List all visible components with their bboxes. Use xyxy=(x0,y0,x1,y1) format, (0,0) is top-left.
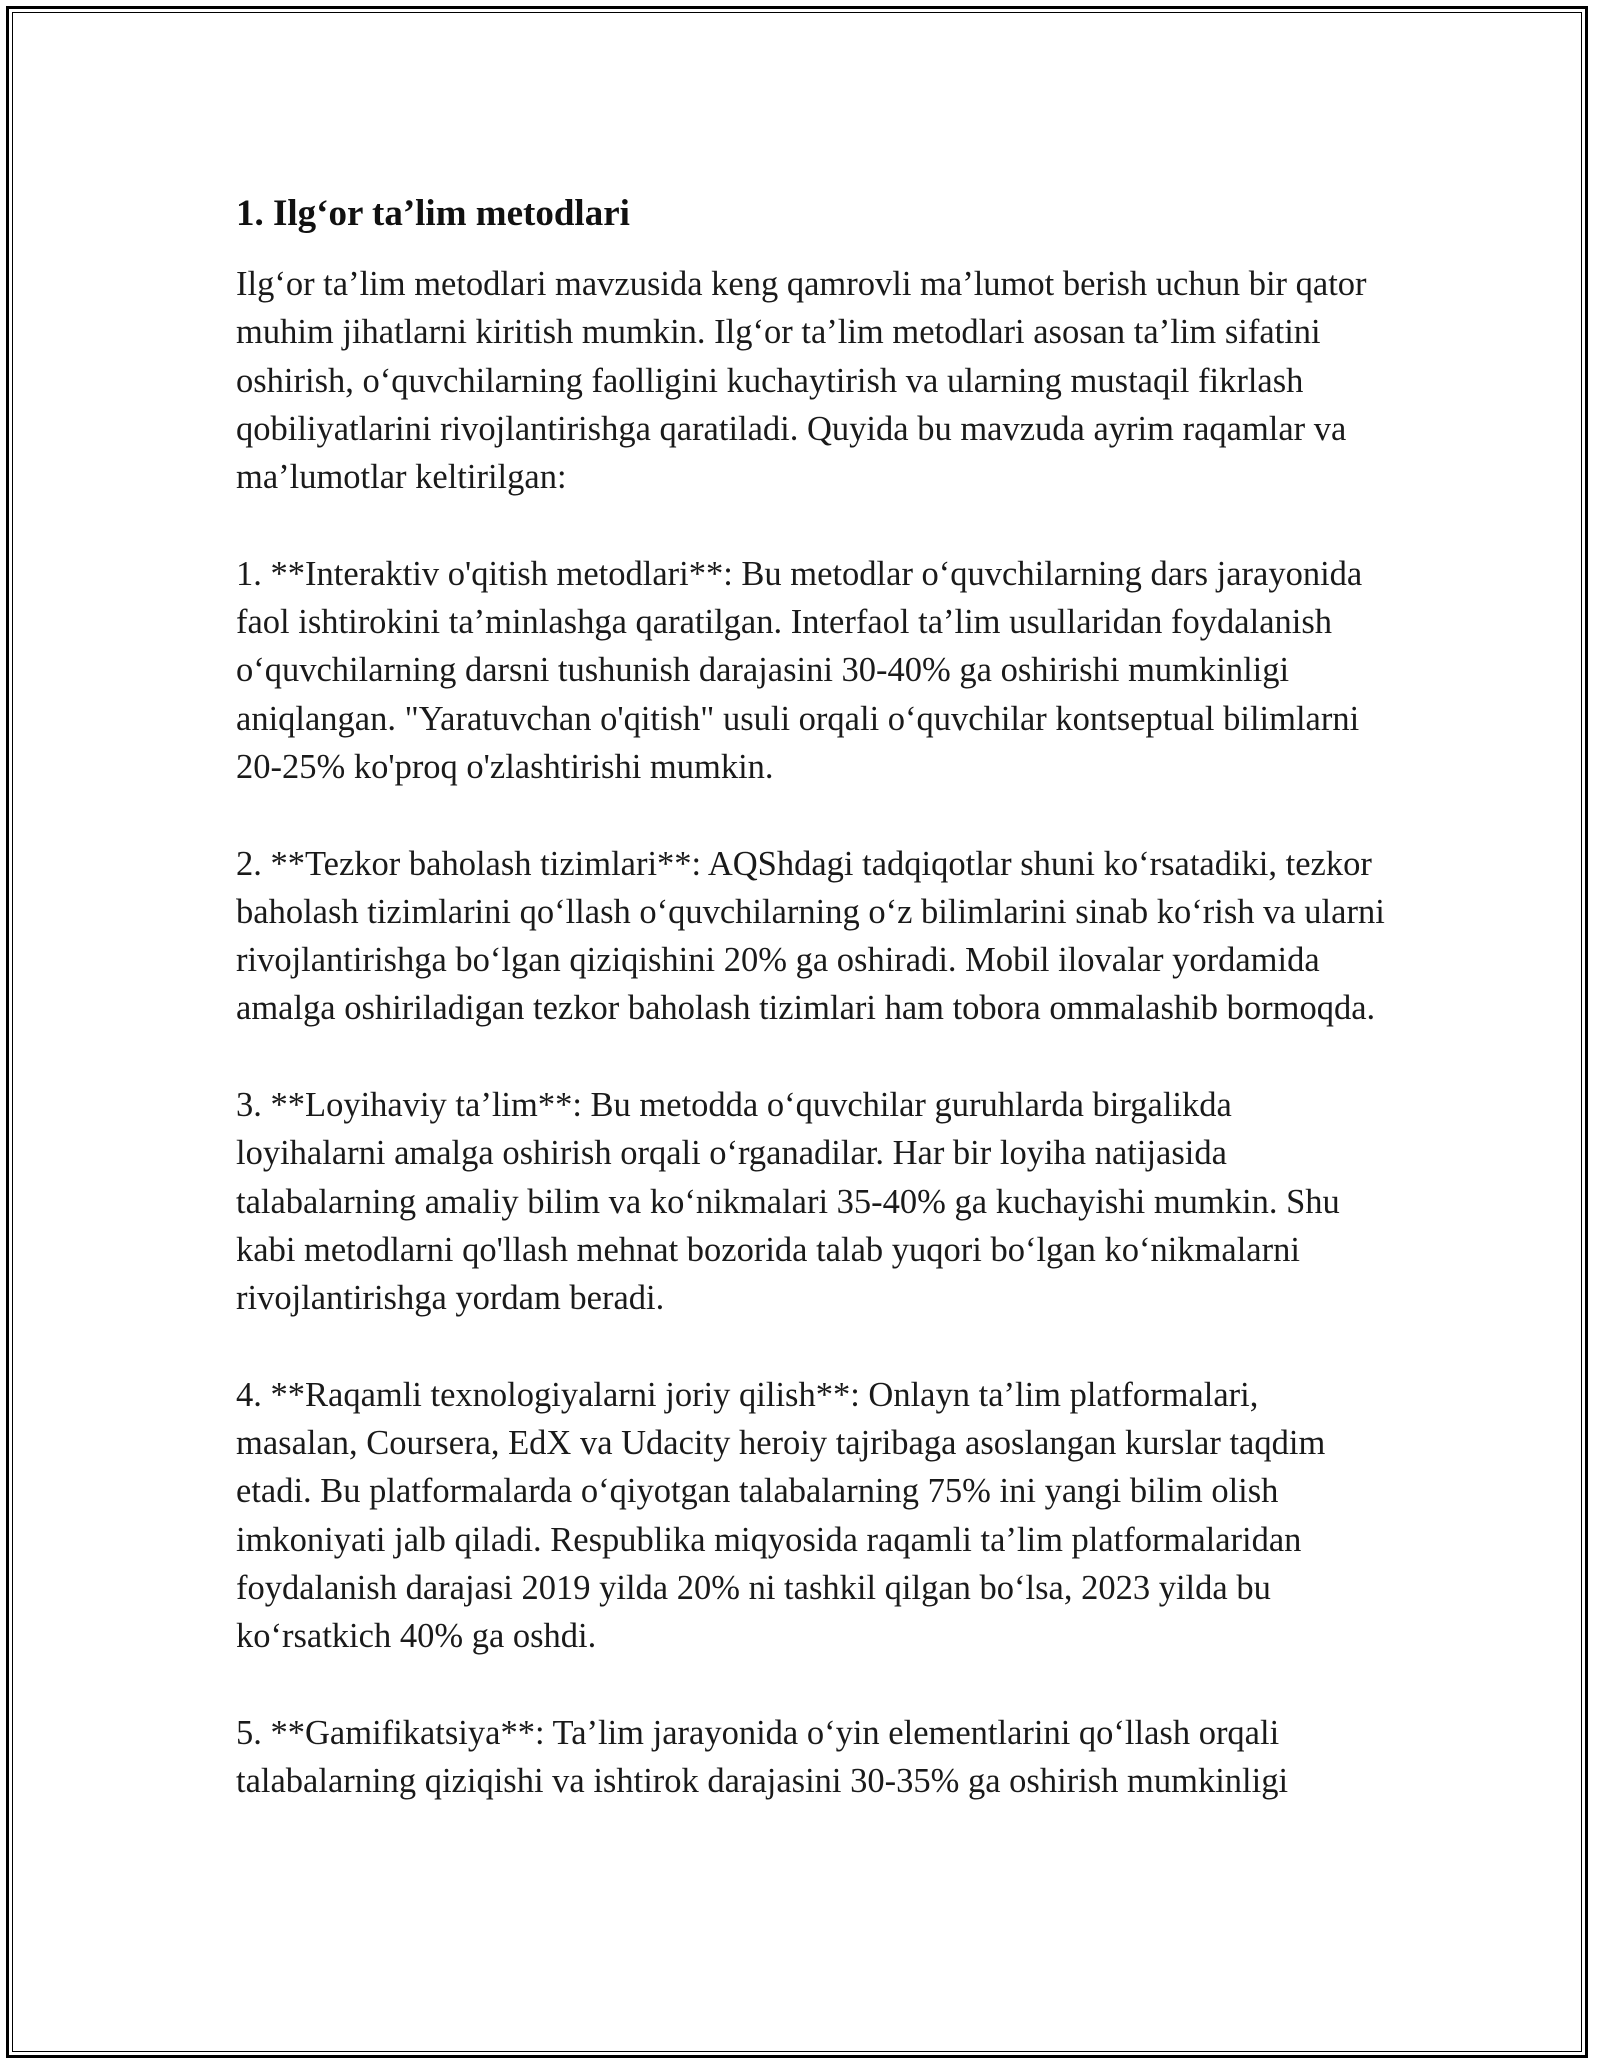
section-heading: 1. Ilg‘or ta’lim metodlari xyxy=(236,193,630,234)
paragraph-project-learning: 3. **Loyihaviy ta’lim**: Bu metodda o‘quvchilar guruhlarda birgalikda loyihalarni amalga oshirish orqali o‘rganadilar. Har bir loyiha natijasida talabalarning amaliy bilim va ko‘nikmalari 35-40% ga kuchayishi mumkin. Shu kabi metodlarni qo'llash mehnat bozorida talab yuqori bo‘lgan ko‘nikmalarni rivojlantirishga yordam beradi. xyxy=(236,1086,1340,1318)
document-body xyxy=(236,188,1386,1854)
paragraph-digital-technologies: 4. **Raqamli texnologiyalarni joriy qilish**: Onlayn ta’lim platformalari, masalan, Coursera, EdX va Udacity heroiy tajribaga asoslangan kurslar taqdim etadi. Bu platformalarda o‘qiyotgan talabalarning 75% ini yangi bilim olish imkoniyati jalb qiladi. Respublika miqyosida raqamli ta’lim platformalaridan foydalanish darajasi 2019 yilda 20% ni tashkil qilgan bo‘lsa, 2023 yilda bu ko‘rsatkich 40% ga oshdi. xyxy=(236,1375,1326,1656)
intro-paragraph: Ilg‘or ta’lim metodlari mavzusida keng qamrovli ma’lumot berish uchun bir qator muhim jihatlarni kiritish mumkin. Ilg‘or ta’lim metodlari asosan ta’lim sifatini oshirish, o‘quvchilarning faolligini kuchaytirish va ularning mustaqil fikrlash qobiliyatlarini rivojlantirishga qaratiladi. Quyida bu mavzuda ayrim raqamlar va ma’lumotlar keltirilgan: xyxy=(236,265,1367,497)
paragraph-rapid-assessment: 2. **Tezkor baholash tizimlari**: AQShdagi tadqiqotlar shuni ko‘rsatadiki, tezkor baholash tizimlarini qo‘llash o‘quvchilarning o‘z bilimlarini sinab ko‘rish va ularni rivojlantirishga bo‘lgan qiziqishini 20% ga oshiradi. Mobil ilovalar yordamida amalga oshiriladigan tezkor baholash tizimlari ham tobora ommalashib bormoqda. xyxy=(236,844,1385,1028)
paragraph-interactive-methods: 1. **Interaktiv o'qitish metodlari**: Bu metodlar o‘quvchilarning dars jarayonida faol ishtirokini ta’minlashga qaratilgan. Interfaol ta’lim usullaridan foydalanish o‘quvchilarning darsni tushunish darajasini 30-40% ga oshirishi mumkinligi aniqlangan. "Yaratuvchan o'qitish" usuli orqali o‘quvchilar kontseptual bilimlarni 20-25% ko'proq o'zlashtirishi mumkin. xyxy=(236,554,1363,786)
paragraph-gamification: 5. **Gamifikatsiya**: Ta’lim jarayonida o‘yin elementlarini qo‘llash orqali talabalarning qiziqishi va ishtirok darajasini 30-35% ga oshirish mumkinligi xyxy=(236,1713,1289,1801)
